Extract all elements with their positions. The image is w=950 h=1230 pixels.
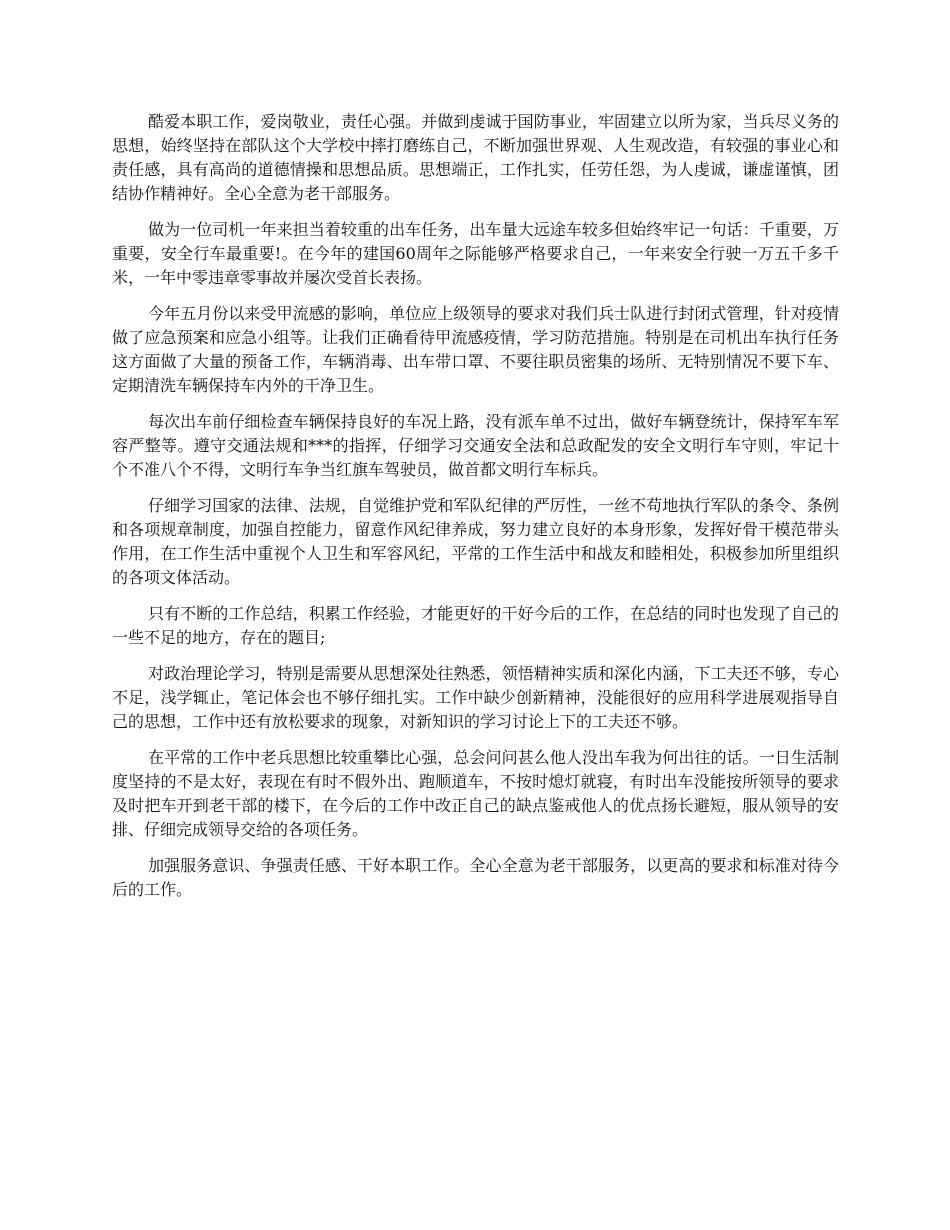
paragraph-9: 加强服务意识、争强责任感、干好本职工作。全心全意为老干部服务，以更高的要求和标准对待今后的工作。	[112, 856, 839, 899]
paragraph-2: 做为一位司机一年来担当着较重的出车任务，出车量大远途车较多但始终牢记一句话：千重要，万重要，安全行车最重要!。在今年的建国60周年之际能够严格要求自己，一年来安全行驶一万五千多千米，一年中零违章零事故并屡次受首长表扬。	[112, 220, 839, 287]
paragraph-7: 对政治理论学习，特别是需要从思想深处往熟悉，领悟精神实质和深化内涵，下工夫还不够，专心不足，浅学辄止，笔记体会也不够仔细扎实。工作中缺少创新精神，没能很好的应用科学进展观指导自己的思想，工作中还有放松要求的现象，对新知识的学习讨论上下的工夫还不够。	[112, 664, 839, 731]
paragraph-8: 在平常的工作中老兵思想比较重攀比心强，总会问问甚么他人没出车我为何出往的话。一日生活制度坚持的不是太好，表现在有时不假外出、跑顺道车，不按时熄灯就寝，有时出车没能按所领导的要求及时把车开到老干部的楼下，在今后的工作中改正自己的缺点鉴戒他人的优点扬长避短，服从领导的安排、仔细完成领导交给的各项任务。	[112, 748, 839, 839]
paragraph-5: 仔细学习国家的法律、法规，自觉维护党和军队纪律的严厉性，一丝不苟地执行军队的条令、条例和各项规章制度，加强自控能力，留意作风纪律养成，努力建立良好的本身形象，发挥好骨干模范带头作用，在工作生活中重视个人卫生和军容风纪，平常的工作生活中和战友和睦相处，积极参加所里组织的各项文体活动。	[112, 496, 839, 587]
paragraph-3: 今年五月份以来受甲流感的影响，单位应上级领导的要求对我们兵士队进行封闭式管理，针对疫情做了应急预案和应急小组等。让我们正确看待甲流感疫情，学习防范措施。特别是在司机出车执行任务这方面做了大量的预备工作，车辆消毒、出车带口罩、不要往职员密集的场所、无特别情况不要下车、定期清洗车辆保持车内外的干净卫生。	[112, 304, 839, 395]
paragraph-6: 只有不断的工作总结，积累工作经验，才能更好的干好今后的工作，在总结的同时也发现了自己的一些不足的地方，存在的题目;	[112, 604, 839, 647]
paragraph-1: 酷爱本职工作，爱岗敬业，责任心强。并做到虔诚于国防事业，牢固建立以所为家，当兵尽义务的思想，始终坚持在部队这个大学校中摔打磨练自己，不断加强世界观、人生观改造，有较强的事业心和责任感，具有高尚的道德情操和思想品质。思想端正，工作扎实，任劳任怨，为人虔诚，谦虚谨慎，团结协作精神好。全心全意为老干部服务。	[112, 112, 839, 203]
document-body	[112, 110, 839, 914]
paragraph-4: 每次出车前仔细检查车辆保持良好的车况上路，没有派车单不过出，做好车辆登统计，保持军车军容严整等。遵守交通法规和***的指挥，仔细学习交通安全法和总政配发的安全文明行车守则，牢记十个不准八个不得，文明行车争当红旗车驾驶员，做首都文明行车标兵。	[112, 412, 839, 479]
